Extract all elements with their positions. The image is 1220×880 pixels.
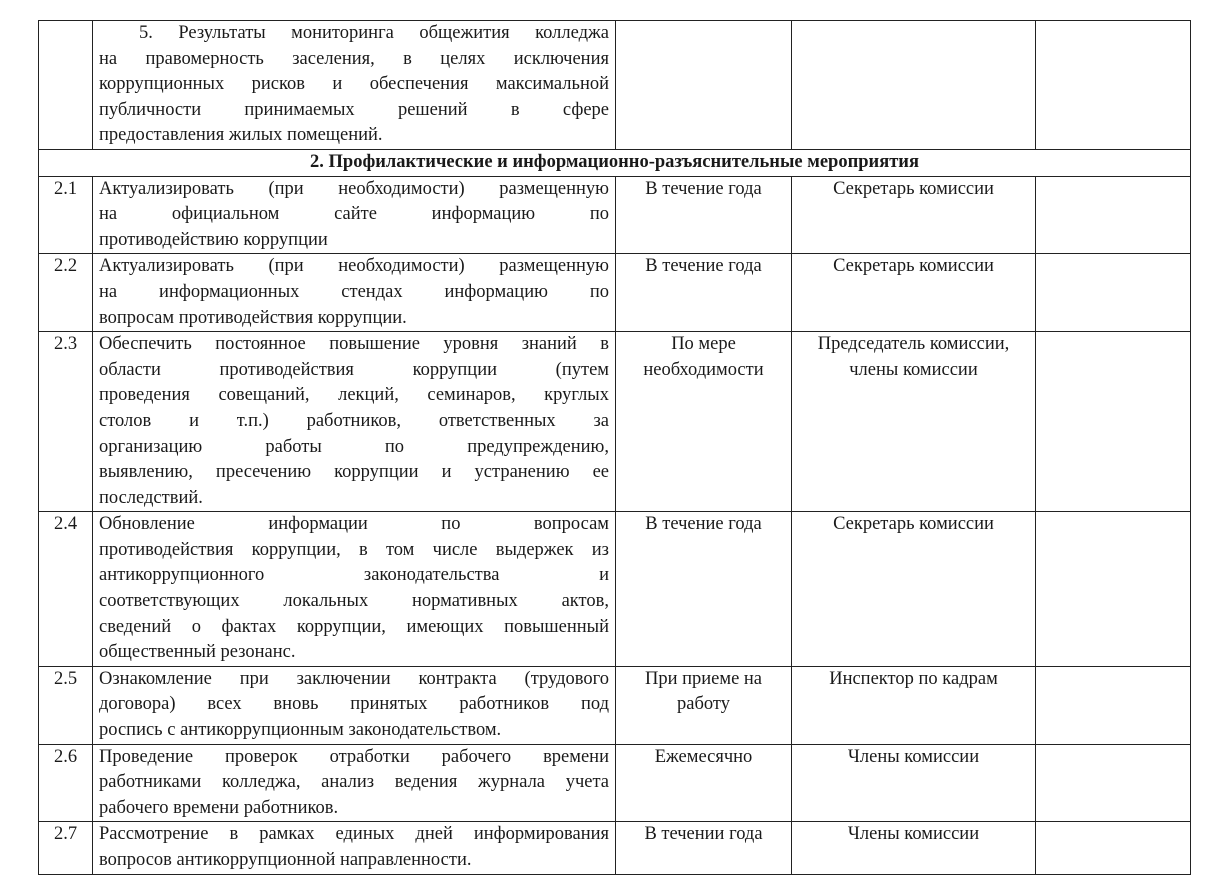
task-line: вопросов антикоррупционной направленности.: [99, 850, 472, 870]
table-row: [39, 666, 1191, 744]
responsible-cell: [792, 332, 1036, 512]
responsible-cell: [792, 254, 1036, 332]
responsible-text: Секретарь комиссии: [833, 178, 994, 199]
task-line: области противодействия коррупции (путем: [99, 359, 609, 380]
task-cell: [93, 254, 616, 332]
responsible-text: Члены комиссии: [847, 824, 980, 845]
task-cell: [93, 512, 616, 667]
table-row: [39, 744, 1191, 822]
term-cell: [616, 512, 792, 667]
task-line: рабочего времени работников.: [99, 797, 339, 818]
task-line: договора) всех вновь принятых работников под: [99, 694, 609, 715]
note-cell: [1036, 254, 1191, 332]
table-row: [39, 176, 1191, 254]
task-line: противодействия коррупции, в том числе выдержек из: [99, 539, 609, 560]
task-line: выявлению, пресечению коррупции и устранению ее: [99, 462, 609, 483]
task-line: последствий.: [99, 487, 203, 508]
responsible-text: Секретарь комиссии: [833, 514, 994, 535]
term-text: В течении года: [644, 824, 763, 845]
task-line: противодействию коррупции: [99, 229, 328, 250]
task-line: Рассмотрение в рамках единых дней информирования: [99, 824, 609, 845]
term-text: Ежемесячно: [654, 746, 753, 767]
section-title: 2. Профилактические и информационно-разъяснительные мероприятия: [39, 149, 1191, 176]
task-cell: [93, 21, 616, 150]
note-cell: [1036, 512, 1191, 667]
measures-table: [38, 20, 1191, 875]
row-number: 2.1: [39, 176, 93, 254]
row-number: 2.2: [39, 254, 93, 332]
responsible-cell: [792, 744, 1036, 822]
note-cell: [1036, 744, 1191, 822]
task-line: Ознакомление при заключении контракта (трудового: [99, 668, 609, 689]
responsible-cell: [792, 822, 1036, 874]
term-text: По мере: [671, 334, 736, 355]
note-cell: [1036, 822, 1191, 874]
table-row: [39, 332, 1191, 512]
note-cell: [1036, 666, 1191, 744]
responsible-text: Председатель комиссии,: [817, 334, 1010, 355]
responsible-cell: [792, 512, 1036, 667]
task-cell: [93, 822, 616, 874]
task-line: общественный резонанс.: [99, 642, 296, 663]
responsible-cell: [792, 176, 1036, 254]
term-text: В течение года: [645, 256, 762, 277]
task-line: коррупционных рисков и обеспечения максимальной: [99, 74, 609, 95]
table-row-prev-item: [39, 21, 1191, 150]
term-cell: [616, 666, 792, 744]
row-number: 2.5: [39, 666, 93, 744]
task-line: Обеспечить постоянное повышение уровня знаний в: [99, 334, 609, 355]
row-number: 2.3: [39, 332, 93, 512]
term-text: В течение года: [645, 178, 762, 199]
task-line: Актуализировать (при необходимости) размещенную: [99, 178, 609, 199]
task-line: Проведение проверок отработки рабочего времени: [99, 746, 609, 767]
row-number: 2.4: [39, 512, 93, 667]
task-line: 5. Результаты мониторинга общежития колледжа: [139, 23, 609, 43]
responsible-text: Инспектор по кадрам: [829, 668, 998, 689]
task-line: антикоррупционного законодательства и: [99, 565, 609, 586]
task-line: сведений о фактах коррупции, имеющих повышенный: [99, 616, 609, 637]
task-line: организацию работы по предупреждению,: [99, 436, 609, 457]
task-line: Обновление информации по вопросам: [99, 514, 609, 535]
table-row: [39, 512, 1191, 667]
note-cell: [1036, 332, 1191, 512]
note-cell: [1036, 176, 1191, 254]
term-cell: [616, 176, 792, 254]
task-line: проведения совещаний, лекций, семинаров, круглых: [99, 385, 609, 406]
responsible-text: Секретарь комиссии: [833, 256, 994, 277]
term-text: При приеме на: [644, 668, 763, 689]
term-cell: [616, 21, 792, 150]
table-row: [39, 822, 1191, 874]
term-text: необходимости: [643, 359, 764, 380]
task-line: роспись с антикоррупционным законодательством.: [99, 720, 502, 741]
responsible-cell: [792, 21, 1036, 150]
responsible-cell: [792, 666, 1036, 744]
task-line: работниками колледжа, анализ ведения журнала учета: [99, 772, 609, 793]
term-cell: [616, 744, 792, 822]
task-cell: [93, 666, 616, 744]
row-number: 2.7: [39, 822, 93, 874]
note-cell: [1036, 21, 1191, 150]
task-cell: [93, 744, 616, 822]
task-cell: [93, 176, 616, 254]
responsible-text: Члены комиссии: [847, 746, 980, 767]
term-text: В течение года: [645, 514, 762, 535]
term-cell: [616, 332, 792, 512]
task-line: на информационных стендах информацию по: [99, 281, 609, 302]
number-cell: [39, 21, 93, 150]
table-row: [39, 254, 1191, 332]
task-line: Актуализировать (при необходимости) размещенную: [99, 256, 609, 277]
task-line: соответствующих локальных нормативных актов,: [99, 591, 609, 612]
term-cell: [616, 822, 792, 874]
task-line: на правомерность заселения, в целях исключения: [99, 48, 609, 69]
term-cell: [616, 254, 792, 332]
task-line: на официальном сайте информацию по: [99, 204, 609, 225]
task-line: публичности принимаемых решений в сфере: [99, 99, 609, 120]
section-header-row: [39, 149, 1191, 176]
row-number: 2.6: [39, 744, 93, 822]
task-line: предоставления жилых помещений.: [99, 125, 383, 146]
task-cell: [93, 332, 616, 512]
task-line: вопросам противодействия коррупции.: [99, 307, 407, 328]
term-text: работу: [677, 694, 730, 715]
task-line: столов и т.п.) работников, ответственных за: [99, 410, 609, 431]
responsible-text: члены комиссии: [849, 359, 978, 380]
